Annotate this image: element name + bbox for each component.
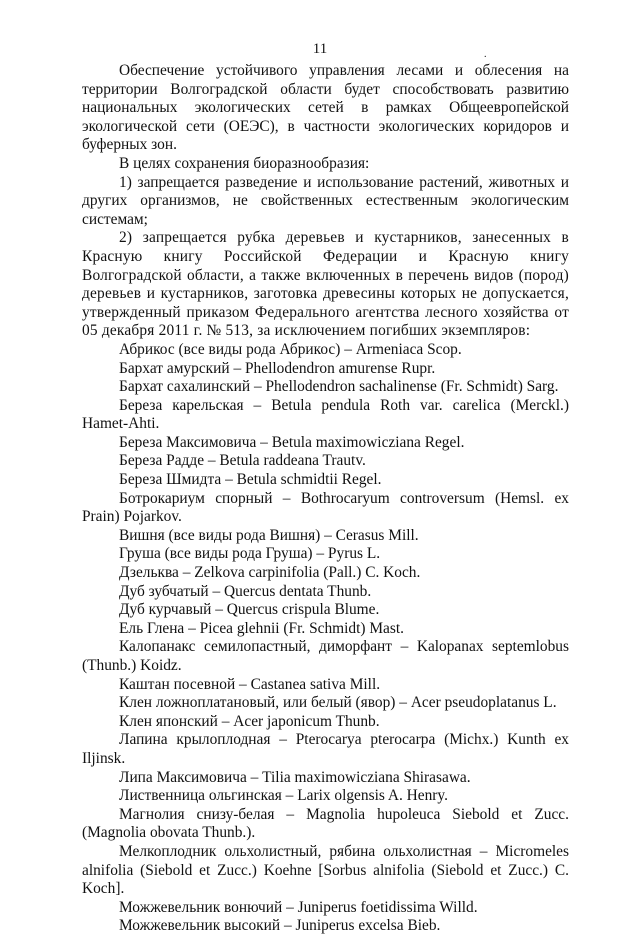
species-item: Бархат амурский – Phellodendron amurense Rupr. xyxy=(119,359,436,377)
species-item: Каштан посевной – Castanea sativa Mill. xyxy=(119,675,381,693)
species-item: Вишня (все виды рода Вишня) – Cerasus Mill. xyxy=(119,526,419,544)
species-item: Ель Глена – Picea glehnii (Fr. Schmidt) Mast. xyxy=(119,619,404,637)
document-body xyxy=(82,62,569,936)
species-item: Абрикос (все виды рода Абрикос) – Armeniaca Scop. xyxy=(119,340,462,358)
paragraph: Обеспечение устойчивого управления лесами и облесения на территории Волгоградской области будет способствовать развитию национальных экологических сетей в рамках Общеевропейской экологической сети (ОЕЭС), в частности экологических коридоров и буферных зон. xyxy=(82,62,569,154)
paragraph: 1) запрещается разведение и использование растений, животных и других организмов, не свойственных естественным экологическим системам; xyxy=(82,173,569,228)
species-item: Груша (все виды рода Груша) – Pyrus L. xyxy=(119,545,381,563)
species-item: Магнолия снизу-белая – Magnolia hupoleuca Siebold et Zucc. (Magnolia obovata Thunb.). xyxy=(82,805,569,842)
species-item: Калопанакс семилопастный, диморфант – Kalopanax septemlobus (Thunb.) Koidz. xyxy=(82,638,569,674)
species-item: Береза карельская – Betula pendula Roth var. carelica (Merckl.) Hamet-Ahti. xyxy=(82,396,569,433)
species-item: Лапина крылоплодная – Pterocarya pterocarpa (Michx.) Kunth ex Iljinsk. xyxy=(82,731,569,767)
species-item: Бархат сахалинский – Phellodendron sachalinense (Fr. Schmidt) Sarg. xyxy=(119,378,559,396)
page-number: 11 xyxy=(312,41,328,57)
species-item: Дуб курчавый – Quercus crispula Blume. xyxy=(119,601,380,619)
species-item: Береза Радде – Betula raddeana Trautv. xyxy=(119,452,366,470)
species-item: Липа Максимовича – Tilia maximowicziana Shirasawa. xyxy=(119,768,471,786)
species-item: Ботрокариум спорный – Bothrocaryum controversum (Hemsl. ex Prain) Pojarkov. xyxy=(82,489,569,526)
species-item: Береза Шмидта – Betula schmidtii Regel. xyxy=(119,471,382,489)
species-item: Можжевельник высокий – Juniperus excelsa Bieb. xyxy=(119,917,441,935)
species-item: Дзельква – Zelkova carpinifolia (Pall.) C. Koch. xyxy=(119,564,421,582)
species-item: Можжевельник вонючий – Juniperus foetidissima Willd. xyxy=(119,898,478,916)
species-item: Мелкоплодник ольхолистный, рябина ольхолистная – Micromeles alnifolia (Siebold et Zucc.) Koehne [Sorbus alnifolia (Siebold et Zucc.) C. Koch]. xyxy=(82,842,569,898)
species-item: Береза Максимовича – Betula maximowicziana Regel. xyxy=(119,433,465,451)
species-item: Дуб зубчатый – Quercus dentata Thunb. xyxy=(119,582,372,600)
species-item: Клен японский – Acer japonicum Thunb. xyxy=(119,712,380,730)
species-item: Клен ложноплатановый, или белый (явор) – Acer pseudoplatanus L. xyxy=(119,694,557,712)
species-item: Лиственница ольгинская – Larix olgensis A. Henry. xyxy=(119,787,448,805)
scan-dot: . xyxy=(484,49,487,60)
paragraph: В целях сохранения биоразнообразия: xyxy=(119,154,370,172)
paragraph: 2) запрещается рубка деревьев и кустарников, занесенных в Красную книгу Российской Федерации и Красную книгу Волгоградской области, а также включенных в перечень видов (пород) деревьев и кустарников, заготовка древесины которых не допускается, утвержденный приказом Федерального агентства лесного хозяйства от 05 декабря 2011 г. № 513, за исключением погибших экземпляров: xyxy=(82,229,569,340)
